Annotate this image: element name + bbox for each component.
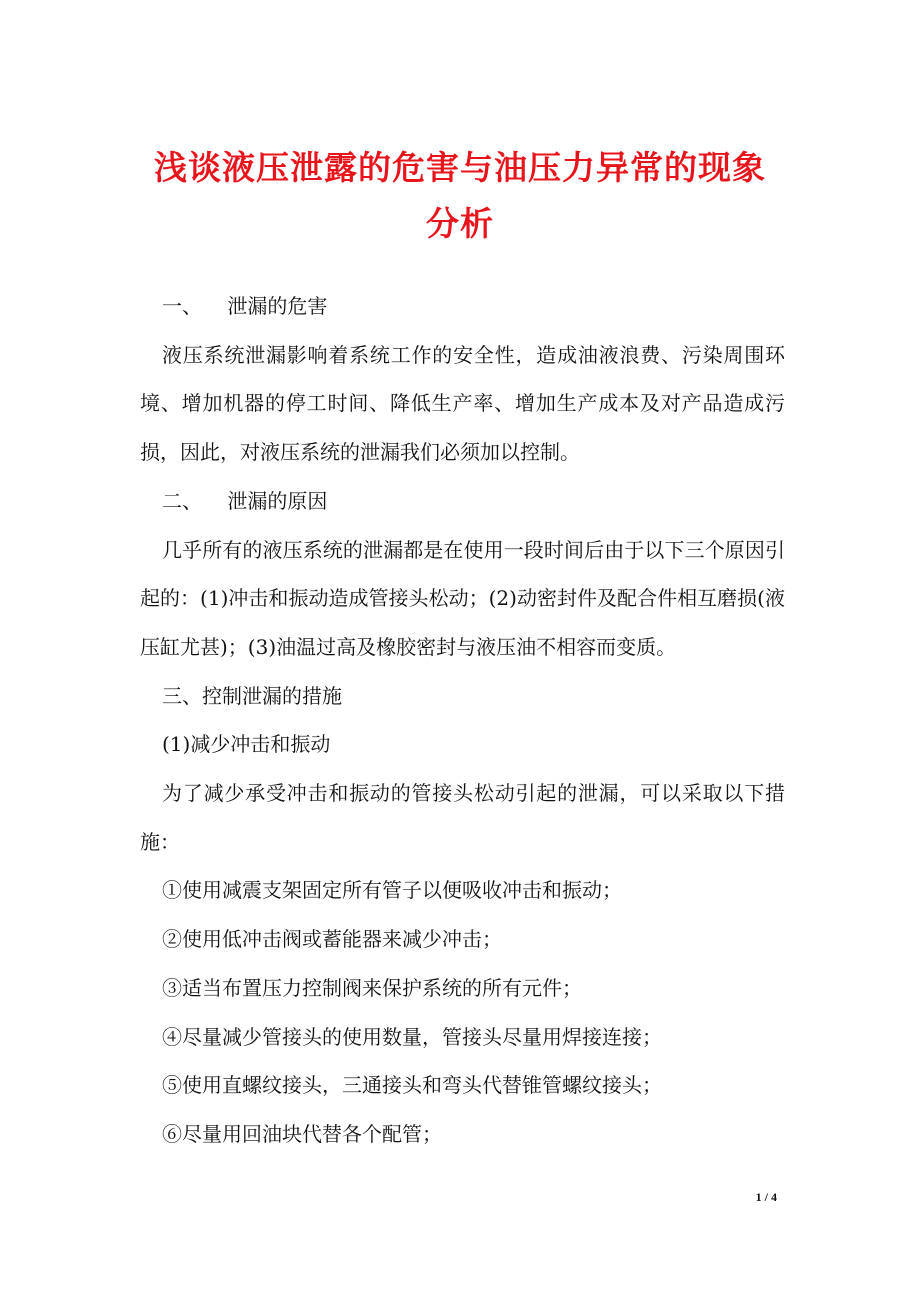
subsection-paragraph-1: 为了减少承受冲击和振动的管接头松动引起的泄漏，可以采取以下措施： bbox=[140, 781, 785, 854]
section-heading-3: 三、控制泄漏的措施 bbox=[162, 683, 342, 708]
title-line-2: 分析 bbox=[426, 204, 494, 243]
document-body bbox=[140, 282, 785, 1159]
list-item: ③适当布置压力控制阀来保护系统的所有元件； bbox=[162, 975, 582, 1000]
list-item: ①使用减震支架固定所有管子以便吸收冲击和振动； bbox=[162, 878, 622, 903]
section-paragraph-1: 液压系统泄漏影响着系统工作的安全性，造成油液浪费、污染周围环境、增加机器的停工时间、降低生产率、增加生产成本及对产品造成污损，因此，对液压系统的泄漏我们必须加以控制。 bbox=[140, 342, 785, 465]
list-item: ⑥尽量用回油块代替各个配管； bbox=[162, 1121, 442, 1146]
document-title bbox=[140, 140, 780, 252]
section-heading-1: 一、 泄漏的危害 bbox=[162, 294, 328, 318]
list-item: ②使用低冲击阀或蓄能器来减少冲击； bbox=[162, 927, 502, 952]
title-line-1: 浅谈液压泄露的危害与油压力异常的现象 bbox=[154, 148, 766, 187]
page-number: 1 / 4 bbox=[755, 1190, 777, 1204]
section-heading-2: 二、 泄漏的原因 bbox=[162, 488, 328, 513]
list-item: ④尽量减少管接头的使用数量，管接头尽量用焊接连接； bbox=[162, 1024, 662, 1049]
section-paragraph-2: 几乎所有的液压系统的泄漏都是在使用一段时间后由于以下三个原因引起的：(1)冲击和振动造成管接头松动；(2)动密封件及配合件相互磨损(液压缸尤甚)；(3)油温过高及橡胶密封与液压油不相容而变质。 bbox=[140, 537, 785, 659]
list-item: ⑤使用直螺纹接头，三通接头和弯头代替锥管螺纹接头； bbox=[162, 1073, 662, 1098]
subsection-heading-1: (1)减少冲击和振动 bbox=[162, 732, 331, 757]
